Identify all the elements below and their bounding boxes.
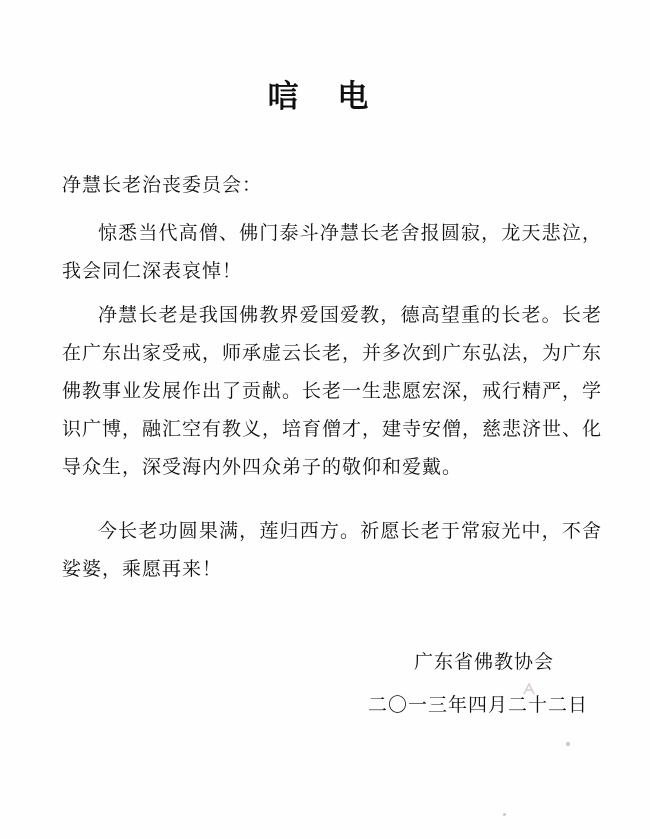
addressee-line: 净慧长老治丧委员会： [62,174,263,196]
paragraph-condolence: 惊悉当代高僧、佛门泰斗净慧长老舍报圆寂，龙天悲泣，我会同仁深表哀悼！ [62,222,602,282]
signature-organization: 广东省佛教协会 [414,651,555,673]
paper-speck [503,813,506,816]
signature-date: 二〇一三年四月二十二日 [368,694,589,716]
paragraph-prayer: 今长老功圆果满，莲归西方。祈愿长老于常寂光中，不舍娑婆，乘愿再来！ [62,520,602,580]
paragraph-tribute: 净慧长老是我国佛教界爱国爱教，德高望重的长老。长老在广东出家受戒，师承虚云长老，并多次到广东弘法，为广东佛教事业发展作出了贡献。长老一生悲愿宏深，戒行精严，学识广博，融汇空有教义，培育僧才，建寺安僧，慈悲济世、化导众生，深受海内外四众弟子的敬仰和爱戴。 [62,304,603,478]
paper-speck [566,742,570,746]
document-title: 唁 电 [267,79,383,115]
ink-smudge-mark [521,682,539,696]
